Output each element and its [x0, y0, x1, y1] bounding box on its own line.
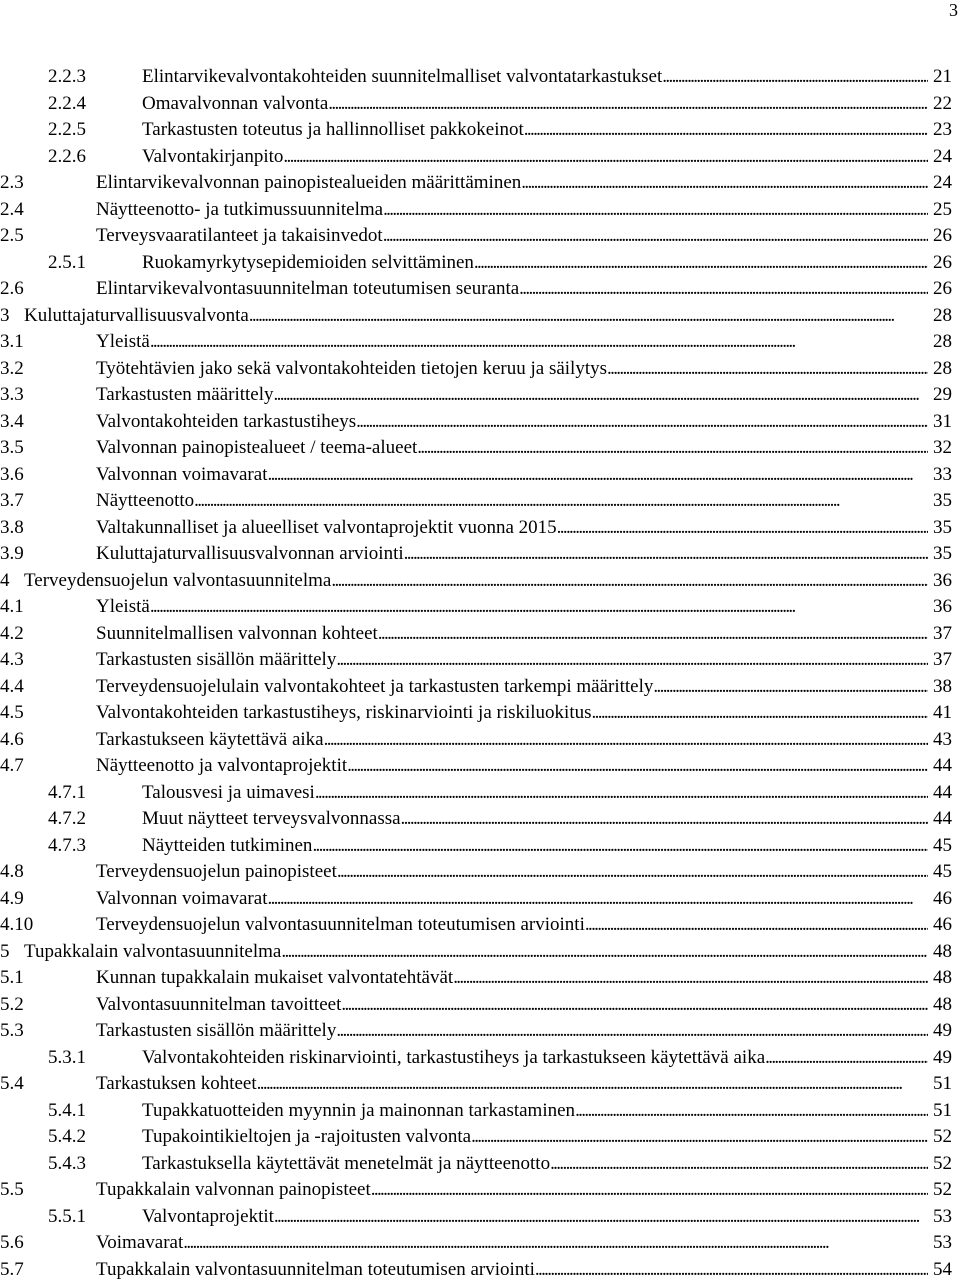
toc-entry-title: Tarkastusten sisällön määrittely — [96, 1020, 337, 1041]
toc-entry[interactable] — [0, 1151, 960, 1178]
toc-entry-number: 5.6 — [0, 1232, 24, 1253]
toc-entry[interactable] — [0, 647, 960, 674]
toc-dot-leader — [328, 91, 928, 117]
toc-entry-line — [96, 276, 952, 302]
toc-entry[interactable] — [0, 965, 960, 992]
toc-entry-number: 3.4 — [0, 410, 24, 432]
toc-entry[interactable] — [0, 621, 960, 648]
toc-entry-line — [96, 435, 952, 461]
toc-dot-leader — [336, 1018, 928, 1044]
toc-entry-line — [96, 223, 952, 249]
toc-entry-page: 45 — [933, 834, 952, 856]
toc-entry-title: Valvontakohteiden riskinarviointi, tarkastustiheys ja tarkastukseen käytettävä aika — [142, 1046, 766, 1068]
toc-entry[interactable] — [0, 727, 960, 754]
toc-entry-title: Omavalvonnan valvonta — [142, 92, 329, 114]
toc-entry-number: 4.7.3 — [48, 834, 86, 856]
toc-entry-page: 44 — [933, 781, 952, 803]
toc-entry-page: 51 — [933, 1099, 952, 1121]
toc-entry-number: 5.7 — [0, 1258, 24, 1280]
toc-entry-page: 45 — [933, 861, 952, 882]
toc-entry-title: Valvonnan voimavarat — [96, 463, 268, 485]
toc-dot-leader — [281, 939, 928, 965]
toc-dot-leader — [471, 1124, 928, 1150]
toc-dot-leader — [765, 1045, 928, 1071]
toc-entry-title: Kunnan tupakkalain mukaiset valvontatehtävät — [96, 967, 454, 988]
toc-entry-title: Kuluttajaturvallisuusvalvonta — [24, 304, 249, 326]
toc-entry-title: Tarkastuksella käytettävät menetelmät ja näytteenotto — [142, 1152, 551, 1174]
toc-dot-leader — [312, 833, 928, 859]
toc-entry[interactable] — [0, 144, 960, 171]
toc-entry-page: 43 — [933, 728, 952, 750]
toc-entry-number: 2.5.1 — [48, 251, 86, 273]
toc-entry-line — [96, 594, 952, 620]
toc-entry-page: 53 — [933, 1205, 952, 1227]
toc-entry-page: 26 — [933, 225, 952, 246]
toc-entry-title: Muut näytteet terveysvalvonnassa — [142, 808, 401, 829]
toc-entry-title: Terveydensuojelun painopisteet — [96, 861, 337, 882]
toc-entry-page: 44 — [933, 808, 952, 829]
toc-entry[interactable] — [0, 674, 960, 701]
toc-entry-page: 23 — [933, 119, 952, 140]
toc-dot-leader — [585, 912, 928, 938]
toc-entry-line — [96, 1230, 952, 1256]
toc-entry-line — [142, 806, 952, 832]
toc-dot-leader — [557, 515, 928, 541]
page-number: 3 — [949, 0, 958, 20]
toc-entry-line — [96, 727, 952, 753]
toc-entry-number: 5.3.1 — [48, 1046, 86, 1068]
toc-entry-page: 36 — [933, 596, 952, 617]
toc-entry-title: Valvonnan painopistealueet / teema-alueet — [96, 437, 418, 458]
toc-entry[interactable] — [0, 594, 960, 621]
toc-entry-number: 2.6 — [0, 278, 24, 299]
toc-dot-leader — [150, 329, 928, 355]
toc-entry[interactable] — [0, 833, 960, 860]
toc-entry-line — [96, 992, 952, 1018]
toc-entry-title: Ruokamyrkytysepidemioiden selvittäminen — [142, 251, 474, 273]
toc-entry[interactable] — [0, 462, 960, 489]
toc-dot-leader — [274, 1204, 928, 1230]
toc-entry-title: Näytteenotto- ja tutkimussuunnitelma — [96, 198, 384, 220]
toc-entry-page: 29 — [933, 384, 952, 405]
toc-dot-leader — [274, 382, 928, 408]
toc-entry-page: 44 — [933, 755, 952, 776]
toc-entry-number: 5.1 — [0, 967, 24, 988]
toc-entry-number: 3.3 — [0, 384, 24, 405]
toc-dot-leader — [341, 992, 928, 1018]
toc-entry-title: Tarkastusten määrittely — [96, 384, 274, 405]
toc-entry-line — [142, 64, 952, 90]
toc-entry-number: 4 — [0, 569, 10, 591]
toc-entry-line — [96, 409, 952, 435]
toc-entry[interactable] — [0, 117, 960, 144]
toc-entry-number: 5.5.1 — [48, 1205, 86, 1227]
toc-entry-line — [96, 859, 952, 885]
toc-entry[interactable] — [0, 939, 960, 966]
toc-entry-page: 48 — [933, 993, 952, 1015]
toc-entry[interactable] — [0, 1257, 960, 1283]
toc-entry[interactable] — [0, 1204, 960, 1231]
toc-entry-number: 4.7.2 — [48, 808, 86, 829]
toc-entry-line — [142, 1151, 952, 1177]
toc-entry-number: 3.2 — [0, 357, 24, 379]
toc-entry[interactable] — [0, 886, 960, 913]
toc-entry-number: 4.7.1 — [48, 781, 86, 803]
toc-entry-title: Näytteenotto — [96, 490, 195, 511]
toc-entry-number: 5.4.2 — [48, 1126, 86, 1147]
toc-dot-leader — [371, 1177, 928, 1203]
toc-entry[interactable] — [0, 1018, 960, 1045]
toc-entry[interactable] — [0, 223, 960, 250]
toc-entry-title: Talousvesi ja uimavesi — [142, 781, 315, 803]
toc-dot-leader — [267, 462, 928, 488]
toc-entry[interactable] — [0, 1071, 960, 1098]
toc-entry-number: 4.5 — [0, 702, 24, 723]
toc-dot-leader — [653, 674, 928, 700]
toc-entry-page: 48 — [933, 967, 952, 988]
toc-dot-leader — [662, 64, 928, 90]
toc-dot-leader — [453, 965, 928, 991]
toc-dot-leader — [356, 409, 928, 435]
toc-entry-number: 4.4 — [0, 675, 24, 697]
toc-entry-page: 46 — [933, 914, 952, 935]
toc-entry-page: 46 — [933, 887, 952, 909]
toc-dot-leader — [401, 806, 928, 832]
toc-entry-title: Valvontakohteiden tarkastustiheys, riskinarviointi ja riskiluokitus — [96, 702, 592, 723]
toc-entry-line — [142, 1045, 952, 1071]
toc-dot-leader — [519, 276, 928, 302]
toc-entry[interactable] — [0, 859, 960, 886]
toc-entry-line — [96, 674, 952, 700]
toc-entry-number: 5.4.3 — [48, 1152, 86, 1174]
toc-entry-page: 28 — [933, 357, 952, 379]
toc-entry-page: 52 — [933, 1179, 952, 1200]
toc-entry-number: 3.5 — [0, 437, 24, 458]
toc-entry-number: 4.9 — [0, 887, 24, 909]
toc-dot-leader — [324, 727, 928, 753]
toc-entry-number: 4.1 — [0, 596, 24, 617]
toc-dot-leader — [521, 170, 928, 196]
toc-entry-line — [96, 170, 952, 196]
toc-entry-number: 3.8 — [0, 516, 24, 538]
toc-entry-title: Tarkastusten toteutus ja hallinnolliset pakkokeinot — [142, 119, 524, 140]
toc-entry-page: 35 — [933, 490, 952, 511]
toc-entry-number: 3.6 — [0, 463, 24, 485]
toc-entry-page: 37 — [933, 622, 952, 644]
toc-entry-number: 2.2.6 — [48, 145, 86, 167]
toc-entry-number: 4.3 — [0, 649, 24, 670]
toc-entry-number: 2.2.5 — [48, 119, 86, 140]
toc-dot-leader — [535, 1257, 928, 1283]
toc-entry[interactable] — [0, 515, 960, 542]
toc-entry[interactable] — [0, 1045, 960, 1072]
toc-entry-page: 54 — [933, 1258, 952, 1280]
toc-entry-title: Valtakunnalliset ja alueelliset valvontaprojektit vuonna 2015 — [96, 516, 557, 538]
toc-entry-number: 2.2.4 — [48, 92, 86, 114]
toc-entry-line — [96, 541, 952, 567]
toc-entry-line — [142, 780, 952, 806]
toc-entry-number: 3 — [0, 304, 10, 326]
toc-entry-page: 49 — [933, 1020, 952, 1041]
toc-entry-line — [96, 356, 952, 382]
toc-entry-page: 38 — [933, 675, 952, 697]
toc-entry-title: Tupakkalain valvonnan painopisteet — [96, 1179, 371, 1200]
toc-entry-line — [96, 753, 952, 779]
toc-entry-line — [142, 1204, 952, 1230]
toc-entry-line — [142, 1098, 952, 1124]
toc-entry-title: Valvonnan voimavarat — [96, 887, 268, 909]
toc-dot-leader — [315, 780, 928, 806]
toc-entry-title: Valvontasuunnitelman tavoitteet — [96, 993, 342, 1015]
toc-entry-line — [142, 833, 952, 859]
toc-entry-line — [96, 488, 952, 514]
toc-entry-title: Tupakointikieltojen ja -rajoitusten valvonta — [142, 1126, 472, 1147]
toc-entry[interactable] — [0, 356, 960, 383]
toc-entry-page: 49 — [933, 1046, 952, 1068]
toc-entry-page: 33 — [933, 463, 952, 485]
toc-entry-line — [24, 568, 952, 594]
toc-entry[interactable] — [0, 250, 960, 277]
toc-entry[interactable] — [0, 276, 960, 303]
toc-entry-number: 3.9 — [0, 543, 24, 564]
toc-dot-leader — [592, 700, 928, 726]
toc-entry-line — [96, 329, 952, 355]
toc-entry[interactable] — [0, 409, 960, 436]
toc-entry[interactable] — [0, 780, 960, 807]
toc-entry-title: Voimavarat — [96, 1232, 184, 1253]
toc-entry-title: Valvontaprojektit — [142, 1205, 274, 1227]
toc-dot-leader — [249, 303, 928, 329]
toc-entry-line — [142, 91, 952, 117]
toc-entry-page: 35 — [933, 516, 952, 538]
toc-dot-leader — [150, 594, 928, 620]
toc-entry-line — [96, 462, 952, 488]
toc-entry-title: Valvontakohteiden tarkastustiheys — [96, 410, 357, 432]
toc-entry-page: 41 — [933, 702, 952, 723]
toc-entry[interactable] — [0, 329, 960, 356]
toc-entry-number: 4.6 — [0, 728, 24, 750]
toc-entry-number: 5 — [0, 940, 10, 962]
toc-entry-page: 28 — [933, 304, 952, 326]
toc-entry-number: 3.1 — [0, 331, 24, 352]
toc-entry[interactable] — [0, 912, 960, 939]
toc-entry-title: Työtehtävien jako sekä valvontakohteiden tietojen keruu ja säilytys — [96, 357, 607, 379]
toc-entry-title: Yleistä — [96, 596, 150, 617]
toc-entry-line — [96, 1177, 952, 1203]
toc-entry-title: Tupakkatuotteiden myynnin ja mainonnan tarkastaminen — [142, 1099, 576, 1121]
toc-entry-title: Tarkastusten sisällön määrittely — [96, 649, 337, 670]
toc-entry-page: 52 — [933, 1126, 952, 1147]
toc-entry[interactable] — [0, 992, 960, 1019]
toc-entry-title: Terveydensuojelulain valvontakohteet ja tarkastusten tarkempi määrittely — [96, 675, 654, 697]
table-of-contents — [0, 64, 960, 1283]
toc-entry-line — [96, 197, 952, 223]
toc-entry-number: 5.4.1 — [48, 1099, 86, 1121]
toc-entry[interactable] — [0, 170, 960, 197]
toc-entry-line — [142, 144, 952, 170]
toc-entry-page: 26 — [933, 251, 952, 273]
toc-dot-leader — [378, 621, 928, 647]
toc-entry[interactable] — [0, 541, 960, 568]
toc-entry-number: 5.3 — [0, 1020, 24, 1041]
toc-entry-page: 53 — [933, 1232, 952, 1253]
toc-dot-leader — [331, 568, 928, 594]
toc-entry-line — [142, 117, 952, 143]
toc-entry-number: 2.5 — [0, 225, 24, 246]
toc-entry-title: Yleistä — [96, 331, 150, 352]
toc-entry-number: 5.5 — [0, 1179, 24, 1200]
toc-entry-title: Tupakkalain valvontasuunnitelma — [24, 940, 282, 962]
toc-dot-leader — [607, 356, 928, 382]
toc-entry-page: 35 — [933, 543, 952, 564]
toc-entry-page: 48 — [933, 940, 952, 962]
toc-entry-line — [142, 1124, 952, 1150]
toc-entry[interactable] — [0, 1177, 960, 1204]
toc-entry[interactable] — [0, 435, 960, 462]
toc-dot-leader — [550, 1151, 928, 1177]
toc-entry[interactable] — [0, 303, 960, 330]
toc-entry-number: 5.4 — [0, 1073, 24, 1094]
toc-dot-leader — [183, 1230, 928, 1256]
toc-entry-title: Näytteiden tutkiminen — [142, 834, 313, 856]
toc-entry-title: Tarkastuksen kohteet — [96, 1073, 257, 1094]
toc-dot-leader — [404, 541, 928, 567]
toc-dot-leader — [194, 488, 928, 514]
toc-entry-page: 24 — [933, 172, 952, 193]
toc-entry-line — [96, 647, 952, 673]
toc-entry-title: Tarkastukseen käytettävä aika — [96, 728, 324, 750]
toc-entry-line — [96, 1257, 952, 1283]
toc-entry[interactable] — [0, 91, 960, 118]
toc-dot-leader — [417, 435, 928, 461]
toc-entry[interactable] — [0, 197, 960, 224]
toc-entry-number: 4.10 — [0, 914, 34, 935]
toc-dot-leader — [383, 197, 928, 223]
toc-entry-page: 32 — [933, 437, 952, 458]
toc-entry[interactable] — [0, 568, 960, 595]
toc-dot-leader — [267, 886, 928, 912]
toc-entry[interactable] — [0, 1098, 960, 1125]
toc-entry-line — [96, 965, 952, 991]
toc-entry-line — [96, 1071, 952, 1097]
toc-entry[interactable] — [0, 488, 960, 515]
toc-entry-page: 31 — [933, 410, 952, 432]
toc-entry-title: Terveydensuojelun valvontasuunnitelma — [24, 569, 332, 591]
toc-entry-line — [96, 886, 952, 912]
toc-dot-leader — [383, 223, 928, 249]
toc-entry-page: 25 — [933, 198, 952, 220]
toc-entry-title: Suunnitelmallisen valvonnan kohteet — [96, 622, 378, 644]
toc-entry-number: 4.2 — [0, 622, 24, 644]
toc-entry[interactable] — [0, 806, 960, 833]
toc-entry-page: 24 — [933, 145, 952, 167]
toc-dot-leader — [347, 753, 928, 779]
toc-entry-number: 4.7 — [0, 755, 24, 776]
toc-entry-line — [96, 515, 952, 541]
toc-entry-line — [96, 700, 952, 726]
toc-entry-line — [96, 382, 952, 408]
toc-entry-number: 3.7 — [0, 490, 24, 511]
toc-entry[interactable] — [0, 1230, 960, 1257]
toc-entry-title: Tupakkalain valvontasuunnitelman toteutumisen arviointi — [96, 1258, 535, 1280]
toc-dot-leader — [474, 250, 928, 276]
toc-dot-leader — [257, 1071, 928, 1097]
toc-entry-line — [96, 621, 952, 647]
toc-entry-title: Elintarvikevalvontasuunnitelman toteutumisen seuranta — [96, 278, 520, 299]
toc-entry-title: Näytteenotto ja valvontaprojektit — [96, 755, 348, 776]
toc-entry-number: 4.8 — [0, 861, 24, 882]
toc-entry-page: 26 — [933, 278, 952, 299]
toc-dot-leader — [336, 647, 928, 673]
toc-entry-page: 28 — [933, 331, 952, 352]
toc-entry-page: 52 — [933, 1152, 952, 1174]
toc-entry-number: 5.2 — [0, 993, 24, 1015]
toc-entry-page: 22 — [933, 92, 952, 114]
toc-dot-leader — [524, 117, 928, 143]
toc-entry-number: 2.2.3 — [48, 66, 86, 87]
toc-entry-title: Kuluttajaturvallisuusvalvonnan arviointi — [96, 543, 404, 564]
toc-entry-number: 2.3 — [0, 172, 24, 193]
toc-entry-title: Terveydensuojelun valvontasuunnitelman toteutumisen arviointi — [96, 914, 585, 935]
toc-entry-page: 51 — [933, 1073, 952, 1094]
toc-entry-line — [96, 1018, 952, 1044]
toc-entry[interactable] — [0, 753, 960, 780]
toc-entry-line — [96, 912, 952, 938]
toc-entry-page: 37 — [933, 649, 952, 670]
toc-entry-title: Elintarvikevalvontakohteiden suunnitelmalliset valvontatarkastukset — [142, 66, 663, 87]
toc-entry-title: Elintarvikevalvonnan painopistealueiden määrittäminen — [96, 172, 522, 193]
toc-entry[interactable] — [0, 64, 960, 91]
toc-entry[interactable] — [0, 382, 960, 409]
toc-entry-line — [24, 939, 952, 965]
toc-entry[interactable] — [0, 1124, 960, 1151]
toc-entry-page: 21 — [933, 66, 952, 87]
toc-entry-number: 2.4 — [0, 198, 24, 220]
toc-entry-title: Valvontakirjanpito — [142, 145, 284, 167]
toc-dot-leader — [337, 859, 928, 885]
toc-entry-line — [142, 250, 952, 276]
toc-entry-line — [24, 303, 952, 329]
toc-entry-page: 36 — [933, 569, 952, 591]
toc-dot-leader — [283, 144, 928, 170]
toc-dot-leader — [575, 1098, 928, 1124]
toc-entry-title: Terveysvaaratilanteet ja takaisinvedot — [96, 225, 383, 246]
toc-entry[interactable] — [0, 700, 960, 727]
